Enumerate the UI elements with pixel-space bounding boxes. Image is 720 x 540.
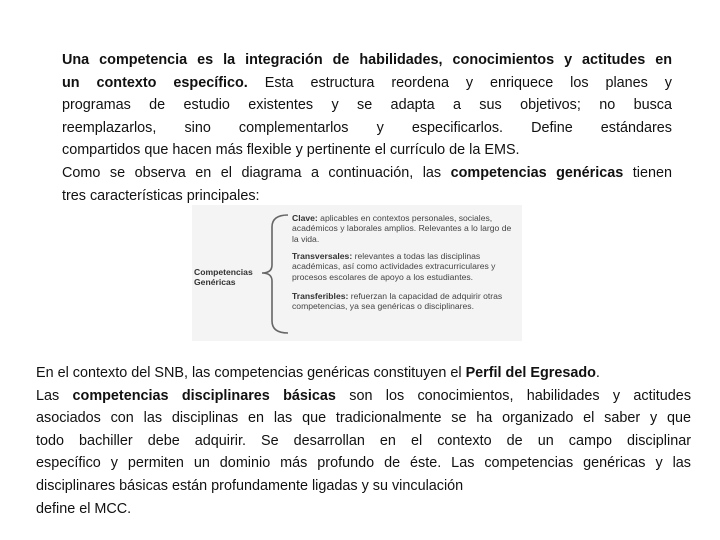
generic-competencies-bold: competencias genéricas <box>450 165 624 181</box>
definition-bold: Una competencia es la integración de habilidades, conocimientos y actitudes en <box>62 52 672 68</box>
snb-paragraph <box>36 362 691 520</box>
diagram-root-label: Competencias Genéricas <box>194 267 253 288</box>
snb-line-6: disciplinares básicas están profundamente ligadas y su vinculación <box>36 477 464 494</box>
intro-line-5: compartidos que hacen más flexible y pertinente el currículo de la EMS. <box>62 142 520 159</box>
diagram-item-transferibles: Transferibles: refuerzan la capacidad de adquirir otras competencias, ya sea genéricas o disciplinares. <box>292 291 503 312</box>
diagram-intro-paragraph <box>62 162 672 207</box>
snb-line-3: asociados con las disciplinas en las que tradicionalmente se ha organizado el saber y que <box>36 410 691 427</box>
snb-line-2: Las competencias disciplinares básicas son los conocimientos, habilidades y actitudes <box>36 387 692 404</box>
snb-line-5: específico y permiten un dominio más profundo de éste. Las competencias genéricas y las <box>36 455 691 472</box>
disciplinary-competencies-bold: competencias disciplinares básicas <box>72 387 336 404</box>
intro-line-4: reemplazarlos, sino complementarlos y especificarlos. Define estándares <box>62 119 672 136</box>
snb-line-1: En el contexto del SNB, las competencias genéricas constituyen el Perfil del Egresado. <box>36 365 600 381</box>
intro-line-2: un contexto específico. Esta estructura reordena y enriquece los planes y <box>62 74 672 91</box>
diagram-intro-line-1: Como se observa en el diagrama a continuación, las competencias genéricas tienen <box>62 165 672 181</box>
diagram-item-transversales: Transversales: relevantes a todas las disciplinas académicas, así como actividades extracurriculares y procesos escolares de apoyo a los estudiantes. <box>292 251 496 282</box>
diagram-item-clave: Clave: aplicables en contextos personales, sociales, académicos y laborales amplios. Relevantes a lo largo de la vida. <box>292 213 512 244</box>
intro-line-3: programas de estudio existentes y se adapta a sus objetivos; no busca <box>62 97 672 114</box>
intro-line-1 <box>62 49 672 72</box>
snb-line-4: todo bachiller debe adquirir. Se desarrollan en el contexto de un campo disciplinar <box>36 432 691 449</box>
graduate-profile-bold: Perfil del Egresado <box>465 365 596 381</box>
definition-bold-end: un contexto específico. <box>62 74 248 91</box>
intro-paragraph <box>62 49 672 162</box>
diagram-intro-line-2: tres características principales: <box>62 187 260 204</box>
competencies-diagram <box>192 205 522 341</box>
snb-line-7: define el MCC. <box>36 500 132 517</box>
